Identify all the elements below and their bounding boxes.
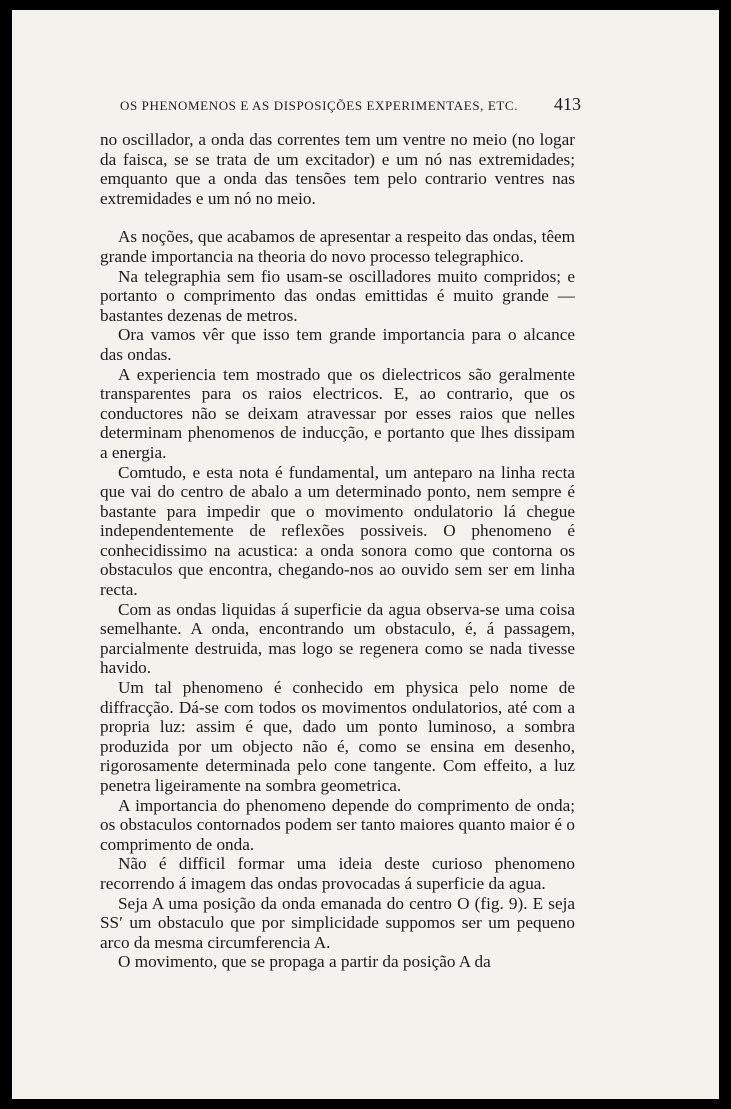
running-header bbox=[120, 94, 581, 114]
paragraph: Seja A uma posição da onda emanada do centro O (fig. 9). E seja SS′ um obstaculo que por simplicidade suppomos ser um pequeno arco da mesma circumferencia A. bbox=[100, 893, 575, 952]
paragraph: Na telegraphia sem fio usam-se oscilladores muito compridos; e portanto o comprimento das ondas emittidas é muito grande — bastantes dezenas de metros. bbox=[100, 266, 575, 325]
page-number: 413 bbox=[554, 94, 581, 114]
paragraph: As noções, que acabamos de apresentar a respeito das ondas, têem grande importancia na theoria do novo processo telegraphico. bbox=[100, 227, 575, 266]
book-page bbox=[12, 10, 719, 1099]
paragraph: A experiencia tem mostrado que os dielectricos são geralmente transparentes para os raios electricos. E, ao contrario, que os conductores não se deixam atravessar por esses raios que nelles determinam phenomenos de inducção, e portanto que lhes dissipam a energia. bbox=[100, 364, 575, 462]
body-text bbox=[100, 130, 575, 972]
paragraph: A importancia do phenomeno depende do comprimento de onda; os obstaculos contornados podem ser tanto maiores quanto maior é o comprimento de onda. bbox=[100, 795, 575, 854]
running-title: OS PHENOMENOS E AS DISPOSIÇÕES EXPERIMENTAES, ETC. bbox=[120, 98, 519, 113]
paragraph: Ora vamos vêr que isso tem grande importancia para o alcance das ondas. bbox=[100, 325, 575, 364]
paragraph: Não é difficil formar uma ideia deste curioso phenomeno recorrendo á imagem das ondas provocadas á superficie da agua. bbox=[100, 854, 575, 893]
paragraph: no oscillador, a onda das correntes tem um ventre no meio (no logar da faisca, se se trata de um excitador) e um nó nas extremidades; emquanto que a onda das tensões tem pelo contrario ventres nas extremidades e um nó no meio. bbox=[100, 130, 575, 208]
paragraph: O movimento, que se propaga a partir da posição A da bbox=[118, 952, 491, 972]
paragraph: Comtudo, e esta nota é fundamental, um anteparo na linha recta que vai do centro de abalo a um determinado ponto, nem sempre é bastante para impedir que o movimento ondulatorio lá chegue independentemente de reflexões possiveis. O phenomeno é conhecidissimo na acustica: a onda sonora como que contorna os obstaculos que encontra, chegando-nos ao ouvido sem ser em linha recta. bbox=[100, 462, 575, 600]
paragraph: Um tal phenomeno é conhecido em physica pelo nome de diffracção. Dá-se com todos os movimentos ondulatorios, até com a propria luz: assim é que, dado um ponto luminoso, a sombra produzida por um objecto não é, como se ensina em desenho, rigorosamente determinada pelo cone tangente. Com effeito, a luz penetra ligeiramente na sombra geometrica. bbox=[100, 678, 575, 795]
paragraph: Com as ondas liquidas á superficie da agua observa-se uma coisa semelhante. A onda, encontrando um obstaculo, é, á passagem, parcialmente destruida, mas logo se regenera como se nada tivesse havido. bbox=[100, 599, 575, 678]
